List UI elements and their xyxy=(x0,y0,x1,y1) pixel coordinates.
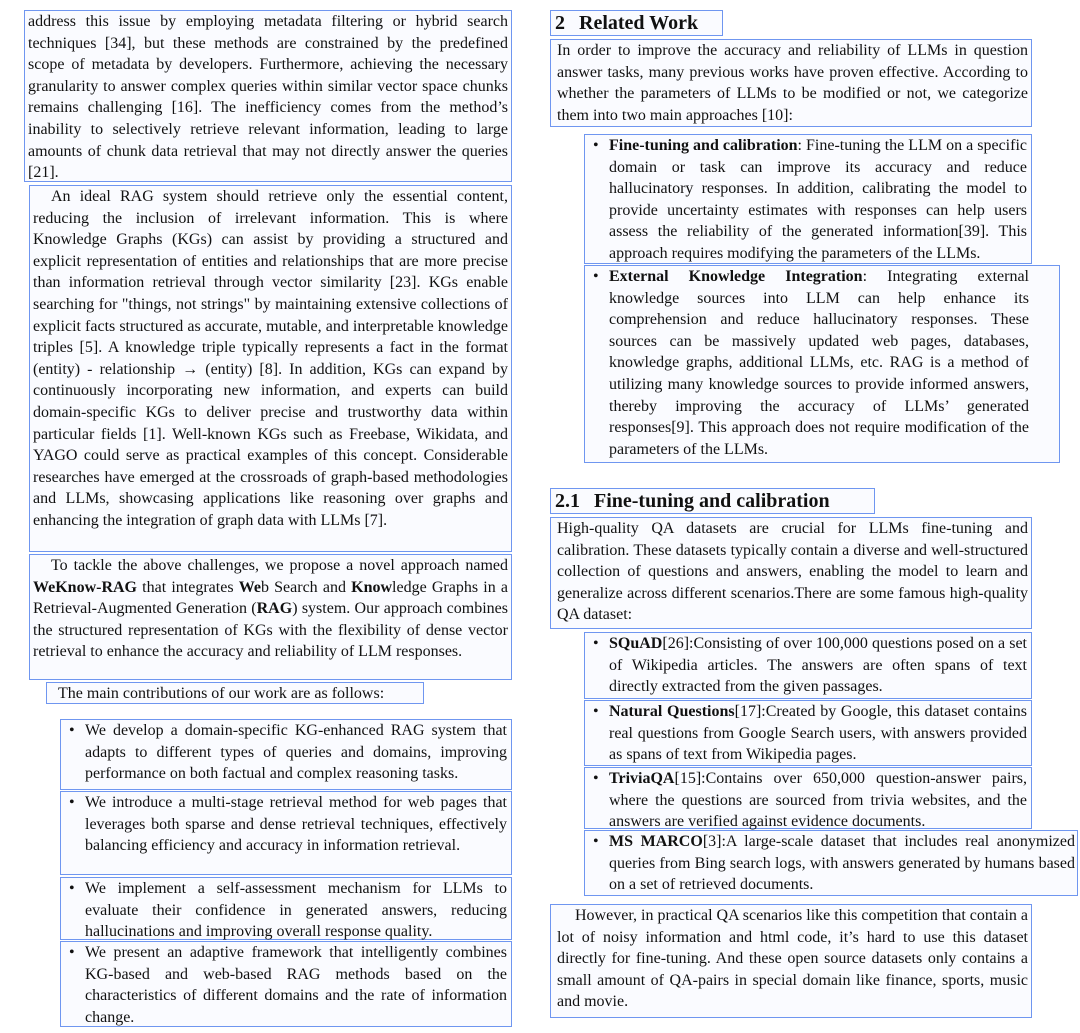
dataset-item-triviaqa xyxy=(584,767,1032,829)
list-item: • Fine-tuning and calibration: Fine-tuning the LLM on a specific domain or task can improve its accuracy and reduce hallucinatory responses. In addition, calibrating the model to provide uncertainty estimates with responses can help users assess the reliability of the generated information[39]. This approach requires modifying the parameters of the LLMs. xyxy=(593,137,1028,262)
bold-term: We xyxy=(238,578,261,596)
bullet-icon: • xyxy=(69,944,75,961)
bold-term: TriviaQA xyxy=(609,770,675,787)
bold-term: RAG xyxy=(256,600,293,618)
paragraph-text: address this issue by employing metadata filtering or hybrid search techniques [34], but these methods are constrained by the predefined scope of metadata by developers. Furthermore, achieving the necessary granularity to answer complex queries within similar vector space chunks remains challenging [16]. The inefficiency comes from the method’s inability to selectively retrieve relevant information, leading to large amounts of chunk data retrieval that may not directly answer the queries [21]. xyxy=(28,13,508,182)
bullet-icon: • xyxy=(593,268,599,285)
section-2-heading xyxy=(550,10,723,36)
left-paragraph-2 xyxy=(29,185,512,552)
bullet-icon: • xyxy=(593,770,599,787)
list-item: • External Knowledge Integration: Integrating external knowledge sources into LLM can help enhance its comprehension and reduce hallucinatory responses. These sources can be massively updated web pages, databases, knowledge graphs, additional LLMs, etc. RAG is a method of utilizing many knowledge sources to provide informed answers, thereby improving the accuracy of LLMs’ generated responses[9]. This approach does not require modification of the parameters of the LLMs. xyxy=(593,268,1029,458)
contribution-item-2 xyxy=(60,791,512,875)
bold-term: SQuAD xyxy=(609,635,663,652)
list-item: • MS MARCO[3]:A large-scale dataset that includes real anonymized queries from Bing search logs, with answers generated by humans based on a set of retrieved documents. xyxy=(593,833,1076,894)
bold-term: Know xyxy=(351,578,393,596)
list-item: • Natural Questions[17]:Created by Google, this dataset contains real questions from Google Search users, with answers provided as spans of text from Wikipedia pages. xyxy=(593,703,1028,764)
bullet-icon: • xyxy=(593,703,599,720)
list-item: • We develop a domain-specific KG-enhanced RAG system that adapts to different types of queries and domains, improving performance on both factual and complex reasoning tasks. xyxy=(69,722,507,783)
list-item: • We implement a self-assessment mechanism for LLMs to evaluate their confidence in generated answers, reducing hallucinations and improving overall response quality. xyxy=(69,880,507,941)
bullet-icon: • xyxy=(593,137,599,154)
bold-term: Fine-tuning and calibration xyxy=(609,137,798,154)
bold-term: External Knowledge Integration xyxy=(609,268,863,285)
approach-item-2 xyxy=(584,265,1060,463)
bold-term: Natural Questions xyxy=(609,703,735,720)
paragraph-text: In order to improve the accuracy and reliability of LLMs in question answer tasks, many previous works have proven effective. According to whether the parameters of LLMs to be modified or not, we categorize them into two main approaches [10]: xyxy=(557,42,1028,124)
list-item: • SQuAD[26]:Consisting of over 100,000 questions posed on a set of Wikipedia articles. The answers are often spans of text directly extracted from the given passages. xyxy=(593,635,1027,696)
list-item: • TriviaQA[15]:Contains over 650,000 question-answer pairs, where the questions are sourced from trivia websites, and the answers are verified against evidence documents. xyxy=(593,770,1027,831)
dataset-item-natural-questions xyxy=(584,700,1032,766)
bold-term: WeKnow-RAG xyxy=(33,578,137,596)
contribution-item-4 xyxy=(60,941,512,1027)
left-paragraph-3 xyxy=(29,554,512,680)
dataset-item-ms-marco xyxy=(584,830,1078,896)
bullet-icon: • xyxy=(69,794,75,811)
bullet-icon: • xyxy=(69,722,75,739)
approach-item-1 xyxy=(584,134,1032,264)
paragraph-text: To tackle the above challenges, we propose a novel approach named WeKnow-RAG that integrates Web Search and Knowledge Graphs in a Retrieval-Augmented Generation (RAG) system. Our approach combines the structured representation of KGs with the flexibility of dense vector retrieval to enhance the accuracy and reliability of LLM responses. xyxy=(33,557,509,661)
bullet-icon: • xyxy=(69,880,75,897)
section-2-1-intro xyxy=(550,517,1032,629)
bullet-icon: • xyxy=(593,635,599,652)
contributions-intro xyxy=(46,682,424,704)
list-item: • We present an adaptive framework that intelligently combines KG-based and web-based RAG methods based on the characteristics of different domains and the rate of information change. xyxy=(69,944,507,1026)
section-2-intro xyxy=(550,39,1032,127)
dataset-item-squad xyxy=(584,632,1032,699)
section-2-1-heading xyxy=(550,488,875,514)
list-item: • We introduce a multi-stage retrieval method for web pages that leverages both sparse and dense retrieval techniques, effectively balancing efficiency and accuracy in information retrieval. xyxy=(69,794,507,855)
bullet-icon: • xyxy=(593,833,599,850)
section-title: 2 Related Work xyxy=(555,12,699,34)
closing-paragraph xyxy=(550,904,1032,1018)
contribution-item-3 xyxy=(60,877,512,940)
paragraph-text: An ideal RAG system should retrieve only the essential content, reducing the inclusion of irrelevant information. This is where Knowledge Graphs (KGs) can assist by providing a structured and explicit representation of entities and relationships that are more precise than information retrieval through vector similarity [23]. KGs enable searching for "things, not strings" by maintaining extensive collections of explicit facts structured as accurate, mutable, and interpretable knowledge triples [5]. A knowledge triple typically represents a fact in the format (entity) - relationship → (entity) [8]. In addition, KGs can expand by continuously incorporating new information, and experts can build domain-specific KGs to deliver precise and trustworthy data within particular fields [1]. Well-known KGs such as Freebase, Wikidata, and YAGO could serve as practical examples of this concept. Considerable researches have emerged at the crossroads of graph-based methodologies and LLMs, showcasing applications like reasoning over graphs and enhancing the integration of graph data with LLMs [7]. xyxy=(33,188,508,529)
bold-term: MS MARCO xyxy=(609,833,703,850)
contribution-item-1 xyxy=(60,719,512,790)
paragraph-text: High-quality QA datasets are crucial for LLMs fine-tuning and calibration. These datasets typically contain a diverse and well-structured collection of questions and answers, enabling the model to learn and generalize across different scenarios.There are some famous high-quality QA dataset: xyxy=(557,520,1028,624)
paragraph-text: However, in practical QA scenarios like this competition that contain a lot of noisy information and html code, it’s hard to use this dataset directly for fine-tuning. And these open source datasets only contains a small amount of QA-pairs in special domain like finance, sports, music and movie. xyxy=(557,907,1028,1011)
left-paragraph-1 xyxy=(24,10,512,182)
subsection-title: 2.1 Fine-tuning and calibration xyxy=(555,490,830,512)
paragraph-text: The main contributions of our work are as follows: xyxy=(58,685,385,702)
